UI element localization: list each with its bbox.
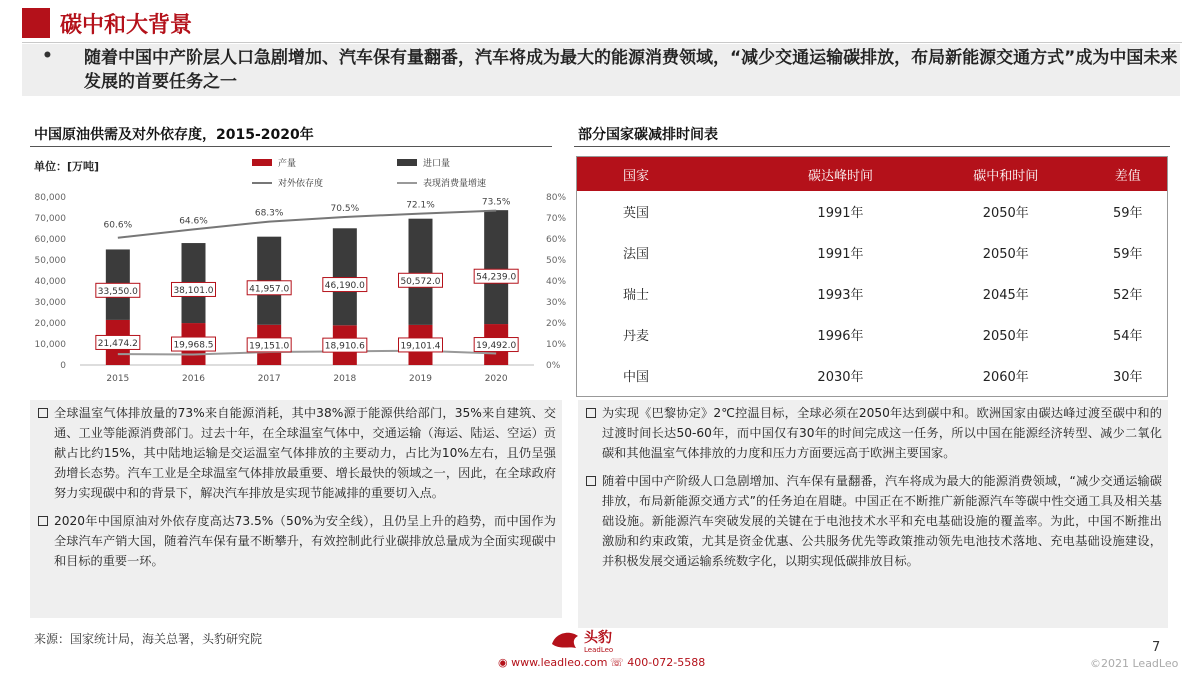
import-data-label: 54,239.0	[476, 272, 517, 283]
cell-country: 丹麦	[623, 329, 650, 344]
y2-tick-label: 10%	[546, 340, 567, 350]
y-tick-label: 50,000	[34, 256, 66, 266]
note-item	[586, 403, 1162, 463]
banner-text: 随着中国中产阶层人口急剧增加、汽车保有量翻番，汽车将成为最大的能源消费领域，“减少交通运输碳排放，布局新能源交通方式”成为中国未来发展的首要任务之一	[84, 48, 1178, 92]
legend-swatch	[397, 159, 417, 166]
y-tick-label: 70,000	[34, 214, 66, 224]
logo-subtext: LeadLeo	[584, 646, 614, 654]
cell-gap: 54年	[1112, 329, 1143, 344]
cell-country: 瑞士	[623, 288, 650, 303]
cell-peak: 1991年	[817, 206, 864, 221]
table-row	[577, 273, 1168, 314]
production-data-label: 19,492.0	[476, 341, 517, 352]
carbon-timeline-table	[576, 156, 1168, 397]
cell-neutral: 2045年	[982, 288, 1029, 303]
y-tick-label: 40,000	[34, 277, 66, 287]
title-accent-block	[22, 8, 50, 38]
legend-swatch	[252, 159, 272, 166]
header-peak-year: 碳达峰时间	[758, 157, 923, 192]
leadleo-logo	[548, 626, 658, 654]
chart-title: 中国原油供需及对外依存度，2015-2020年	[34, 127, 314, 143]
page-number: 7	[1152, 640, 1161, 655]
y2-tick-label: 20%	[546, 319, 567, 329]
copyright: ©2021 LeadLeo	[1090, 657, 1179, 670]
legend-label: 表现消费量增速	[423, 179, 487, 189]
cell-peak: 1991年	[817, 247, 864, 262]
cell-gap: 59年	[1112, 206, 1143, 221]
dependence-data-label: 68.3%	[254, 208, 284, 219]
dependence-data-label: 64.6%	[179, 216, 208, 227]
cell-neutral: 2060年	[982, 370, 1029, 385]
y2-tick-label: 30%	[546, 298, 567, 308]
production-data-label: 19,968.5	[173, 340, 214, 351]
page-title: 碳中和大背景	[60, 13, 193, 38]
legend-label: 对外依存度	[278, 179, 324, 189]
checkbox-bullet-icon	[586, 408, 596, 418]
x-tick-label: 2020	[484, 374, 508, 384]
cell-neutral: 2050年	[982, 247, 1029, 262]
note-text: 随着中国中产阶级人口急剧增加、汽车保有量翻番，汽车将成为最大的能源消费领域，“减少交通运输碳排放，布局新能源交通方式”的任务迫在眉睫。中国正在不断推广新能源汽车等碳中性交通工具及相关基础设施。新能源汽车突破发展的关键在于电池技术水平和充电基础设施的覆盖率。为此，中国不断推出激励和约束政策，尤其是资金优惠、公共服务优先等政策推动领先电池技术落地、充电基础设施建设，并积极发展交通运输系统数字化，以期实现低碳排放目标。	[602, 474, 1162, 568]
cell-peak: 1996年	[817, 329, 864, 344]
note-text: 全球温室气体排放量的73%来自能源消耗，其中38%源于能源供给部门，35%来自建筑、交通、工业等能源消费部门。过去十年，在全球温室气体中，交通运输（海运、陆运、空运）贡献占比约15%，其中陆地运输是交运温室气体排放的主要动力，占比为10%左右，且仍呈强劲增长态势。汽车工业是全球温室气体排放最重要、增长最快的领域之一，因此，在全球政府努力实现碳中和的背景下，解决汽车排放是实现节能减排的重要切入点。	[54, 406, 556, 500]
dependence-data-label: 70.5%	[330, 203, 360, 214]
cell-neutral: 2050年	[982, 206, 1029, 221]
table-row	[577, 191, 1168, 232]
cell-gap: 52年	[1112, 288, 1143, 303]
note-item	[586, 471, 1162, 571]
x-tick-label: 2017	[257, 374, 281, 384]
import-data-label: 50,572.0	[400, 276, 441, 287]
title-divider	[22, 42, 1182, 43]
production-data-label: 19,101.4	[400, 341, 441, 352]
phone-icon: ☏	[610, 656, 628, 669]
y2-tick-label: 60%	[546, 235, 567, 245]
production-data-label: 21,474.2	[97, 338, 138, 349]
cell-country: 法国	[623, 247, 650, 262]
cell-neutral: 2050年	[982, 329, 1029, 344]
y2-tick-label: 40%	[546, 277, 567, 287]
header-neutral-year: 碳中和时间	[923, 157, 1088, 192]
y-tick-label: 60,000	[34, 235, 66, 245]
note-text: 2020年中国原油对外依存度高达73.5%（50%为安全线），且仍呈上升的趋势，而中国作为全球汽车产销大国，随着汽车保有量不断攀升，有效控制此行业碳排放总量成为全面实现碳中和目标的重要一环。	[54, 514, 556, 568]
cell-country: 中国	[623, 370, 650, 385]
production-data-label: 18,910.6	[324, 341, 365, 352]
import-data-label: 46,190.0	[324, 281, 365, 292]
dependence-data-label: 72.1%	[406, 200, 435, 211]
import-data-label: 33,550.0	[97, 286, 138, 297]
y2-tick-label: 0%	[546, 361, 561, 371]
table-row	[577, 314, 1168, 355]
header-country: 国家	[577, 157, 758, 192]
table-header-row	[577, 157, 1168, 192]
phone-text: 400-072-5588	[627, 656, 706, 669]
website-text: www.leadleo.com	[511, 656, 608, 669]
website-link[interactable]	[498, 656, 607, 669]
notes-right-panel	[578, 400, 1168, 628]
dependence-data-label: 60.6%	[103, 220, 133, 231]
legend-label: 进口量	[423, 159, 451, 169]
leopard-logo-icon	[552, 633, 578, 648]
y-tick-label: 0	[60, 361, 66, 371]
checkbox-bullet-icon	[38, 516, 48, 526]
import-data-label: 38,101.0	[173, 285, 214, 296]
cell-gap: 59年	[1112, 247, 1143, 262]
production-data-label: 19,151.0	[249, 341, 290, 352]
y-tick-label: 80,000	[34, 193, 66, 203]
table-title-divider	[574, 146, 1170, 147]
y-tick-label: 20,000	[34, 319, 66, 329]
cell-peak: 1993年	[817, 288, 864, 303]
cell-country: 英国	[623, 206, 650, 221]
table-row	[577, 232, 1168, 273]
bar-import	[484, 210, 508, 324]
x-tick-label: 2015	[106, 374, 130, 384]
chart-unit-label: 单位：[万吨]	[34, 160, 100, 173]
globe-icon: ◉	[498, 656, 512, 669]
import-data-label: 41,957.0	[249, 284, 290, 295]
note-item	[38, 511, 556, 571]
legend-label: 产量	[278, 159, 297, 169]
banner-bullet: •	[42, 46, 53, 66]
y-tick-label: 10,000	[34, 340, 66, 350]
source-note: 来源：国家统计局，海关总署，头豹研究院	[34, 632, 263, 646]
table-row	[577, 355, 1168, 397]
header-gap: 差值	[1088, 157, 1167, 192]
logo-text: 头豹	[584, 630, 612, 646]
notes-left-panel	[30, 400, 562, 618]
bar-import	[333, 228, 357, 325]
phone-contact	[610, 656, 705, 669]
chart-title-divider	[30, 146, 552, 147]
bar-import	[409, 219, 433, 325]
y2-tick-label: 80%	[546, 193, 567, 203]
x-tick-label: 2019	[409, 374, 432, 384]
checkbox-bullet-icon	[586, 476, 596, 486]
x-tick-label: 2016	[182, 374, 205, 384]
y2-tick-label: 50%	[546, 256, 567, 266]
checkbox-bullet-icon	[38, 408, 48, 418]
cell-peak: 2030年	[817, 370, 864, 385]
note-item	[38, 403, 556, 503]
x-tick-label: 2018	[333, 374, 357, 384]
cell-gap: 30年	[1112, 370, 1143, 385]
y-tick-label: 30,000	[34, 298, 66, 308]
dependence-data-label: 73.5%	[481, 197, 511, 208]
y2-tick-label: 70%	[546, 214, 567, 224]
oil-supply-chart	[22, 152, 567, 392]
note-text: 为实现《巴黎协定》2℃控温目标，全球必须在2050年达到碳中和。欧洲国家由碳达峰过渡至碳中和的过渡时间长达50-60年，而中国仅有30年的时间完成这一任务，所以中国在能源经济转型、减少二氧化碳和其他温室气体排放的力度和压力方面要远高于欧洲主要国家。	[602, 406, 1162, 460]
table-title: 部分国家碳减排时间表	[578, 127, 718, 143]
